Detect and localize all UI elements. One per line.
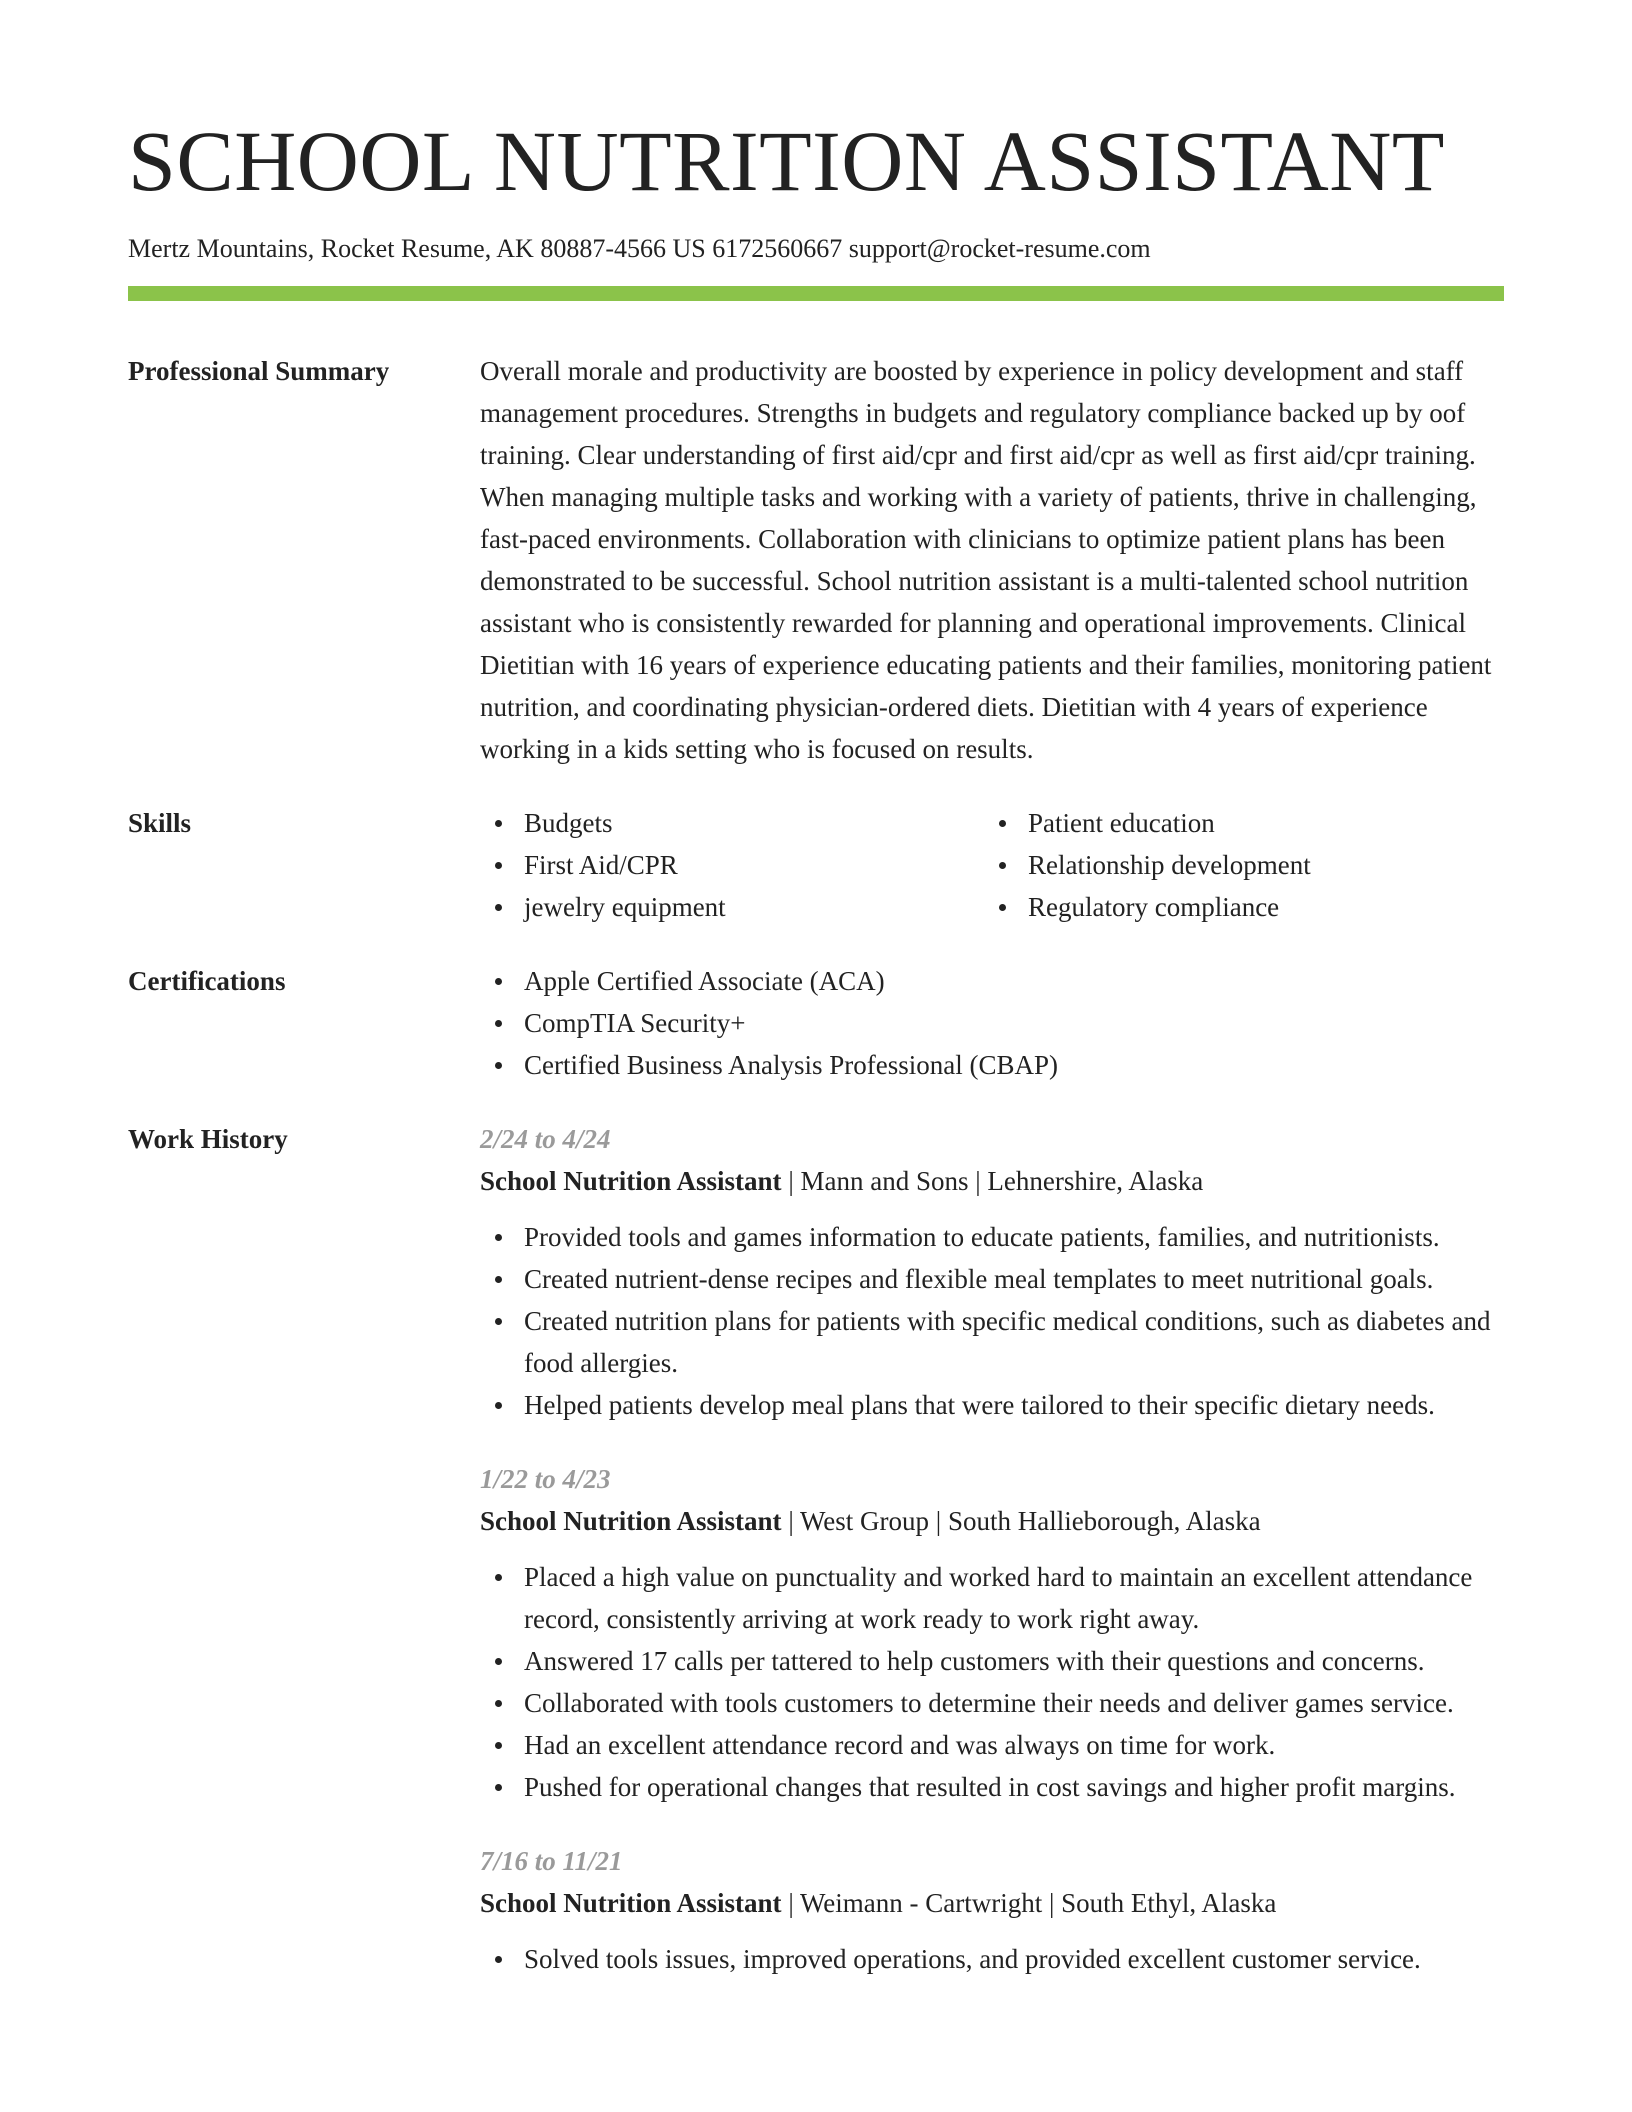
section-skills <box>128 802 1504 928</box>
job-bullet: Answered 17 calls per tattered to help customers with their questions and concerns. <box>480 1640 1504 1682</box>
job-title: School Nutrition Assistant <box>480 1166 782 1196</box>
skill-item: Patient education <box>984 802 1488 844</box>
section-professional-summary <box>128 350 1504 770</box>
summary-text: Overall morale and productivity are boosted by experience in policy development and staff management procedures. Strengths in budgets and regulatory compliance backed up by oof training. Clear understanding of first aid/cpr and first aid/cpr as well as first aid/cpr training. When managing multiple tasks and working with a variety of patients, thrive in challenging, fast-paced environments. Collaboration with clinicians to optimize patient plans has been demonstrated to be successful. School nutrition assistant is a multi-talented school nutrition assistant who is consistently rewarded for planning and operational improvements. Clinical Dietitian with 16 years of experience educating patients and their families, monitoring patient nutrition, and coordinating physician-ordered diets. Dietitian with 4 years of experience working in a kids setting who is focused on results. <box>480 356 1492 764</box>
certifications-content <box>480 960 1504 1086</box>
section-certifications <box>128 960 1504 1086</box>
job-bullet: Solved tools issues, improved operations, and provided excellent customer service. <box>480 1938 1504 1980</box>
job-dates: 2/24 to 4/24 <box>480 1124 611 1154</box>
work-history-content <box>480 1118 1504 2012</box>
section-label: Certifications <box>128 966 286 996</box>
skill-item: jewelry equipment <box>480 886 984 928</box>
resume-name-heading: SCHOOL NUTRITION ASSISTANT <box>128 113 1445 209</box>
resume-sections <box>128 350 1504 2012</box>
certification-item: Apple Certified Associate (ACA) <box>480 960 1504 1002</box>
certification-item: CompTIA Security+ <box>480 1002 1504 1044</box>
job-bullet: Provided tools and games information to educate patients, families, and nutritionists. <box>480 1216 1504 1258</box>
job-bullets <box>480 1216 1504 1426</box>
job-entry <box>480 1840 1504 1980</box>
job-entry <box>480 1458 1504 1808</box>
skills-content <box>480 802 1504 928</box>
job-details: | West Group | South Hallieborough, Alaska <box>781 1506 1261 1536</box>
job-bullet: Created nutrient-dense recipes and flexible meal templates to meet nutritional goals. <box>480 1258 1504 1300</box>
job-bullet: Helped patients develop meal plans that were tailored to their specific dietary needs. <box>480 1384 1504 1426</box>
section-label: Professional Summary <box>128 356 390 386</box>
job-bullet: Created nutrition plans for patients with specific medical conditions, such as diabetes and food allergies. <box>480 1300 1504 1384</box>
job-details: | Weimann - Cartwright | South Ethyl, Alaska <box>781 1888 1277 1918</box>
skill-item: Regulatory compliance <box>984 886 1488 928</box>
job-title-line <box>480 1882 1504 1924</box>
certification-item: Certified Business Analysis Professional (CBAP) <box>480 1044 1504 1086</box>
job-bullet: Collaborated with tools customers to determine their needs and deliver games service. <box>480 1682 1504 1724</box>
contact-line: Mertz Mountains, Rocket Resume, AK 80887-4566 US 6172560667 support@rocket-resume.com <box>128 234 1151 263</box>
job-dates: 7/16 to 11/21 <box>480 1846 623 1876</box>
job-title: School Nutrition Assistant <box>480 1888 782 1918</box>
skill-item: Relationship development <box>984 844 1488 886</box>
section-label: Skills <box>128 808 192 838</box>
skills-grid <box>480 802 1504 928</box>
section-label: Work History <box>128 1124 288 1154</box>
job-title-line <box>480 1500 1504 1542</box>
job-title-line <box>480 1160 1504 1202</box>
accent-divider <box>128 286 1504 301</box>
skill-item: First Aid/CPR <box>480 844 984 886</box>
skills-list-left <box>480 802 984 928</box>
certifications-list <box>480 960 1504 1086</box>
job-dates: 1/22 to 4/23 <box>480 1464 611 1494</box>
job-bullet: Placed a high value on punctuality and worked hard to maintain an excellent attendance record, consistently arriving at work ready to work right away. <box>480 1556 1504 1640</box>
skill-item: Budgets <box>480 802 984 844</box>
skills-list-right <box>984 802 1488 928</box>
job-title: School Nutrition Assistant <box>480 1506 782 1536</box>
job-bullet: Pushed for operational changes that resulted in cost savings and higher profit margins. <box>480 1766 1504 1808</box>
section-work-history <box>128 1118 1504 2012</box>
job-bullet: Had an excellent attendance record and was always on time for work. <box>480 1724 1504 1766</box>
job-details: | Mann and Sons | Lehnershire, Alaska <box>781 1166 1204 1196</box>
job-bullets <box>480 1938 1504 1980</box>
job-bullets <box>480 1556 1504 1808</box>
job-entry <box>480 1118 1504 1426</box>
